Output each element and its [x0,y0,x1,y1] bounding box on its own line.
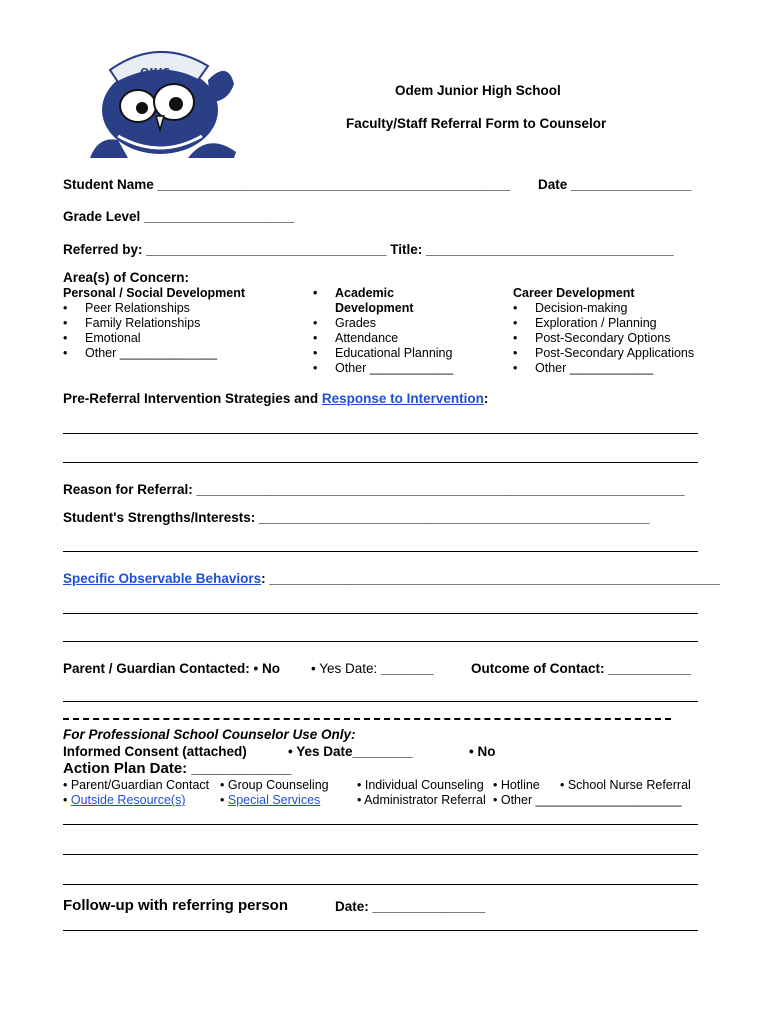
behaviors-field[interactable] [63,571,720,586]
outside-resources-link[interactable]: Outside Resource(s) [70,793,186,807]
yes-date-blank[interactable]: _______ [381,661,434,676]
concern-checkbox[interactable]: • Other ______________ [63,346,245,361]
rti-link[interactable]: Response to Intervention [321,391,484,406]
option-parent-contact[interactable]: • Parent/Guardian Contact [63,778,210,792]
academic-title: • Academic [313,286,453,301]
bullet: • [220,793,225,807]
owl-mascot-icon [78,40,244,162]
school-logo [78,40,244,162]
option-nurse-referral[interactable]: • School Nurse Referral [560,778,691,792]
answer-line[interactable] [63,884,698,885]
school-name: Odem Junior High School [395,83,561,98]
behaviors-link[interactable]: Specific Observable Behaviors [63,571,262,586]
answer-line[interactable] [63,462,698,463]
form-title: Faculty/Staff Referral Form to Counselor [346,116,607,131]
concern-checkbox[interactable]: • Educational Planning [313,346,453,361]
concerns-heading: Area(s) of Concern: [63,270,190,285]
personal-social-column [63,286,245,361]
pre-referral-colon: : [483,391,489,406]
outcome-field[interactable]: Outcome of Contact: ___________ [471,661,691,676]
reason-field[interactable]: Reason for Referral: _________________________________________________________________ [63,482,685,497]
student-name-field[interactable]: Student Name _______________________________________________ [63,177,511,192]
concern-checkbox[interactable]: • Exploration / Planning [513,316,694,331]
counselor-heading: For Professional School Counselor Use Only: [63,727,356,742]
logo-text: OJHS [140,66,171,79]
option-hotline[interactable]: • Hotline [493,778,540,792]
section-divider [63,718,671,720]
grade-level-field[interactable]: Grade Level ____________________ [63,209,295,224]
referred-by-field[interactable]: Referred by: ________________________________ Title: _________________________________ [63,242,674,257]
answer-line[interactable] [63,930,698,931]
followup-date-field[interactable]: Date: _______________ [335,899,486,914]
consent-label: Informed Consent (attached) [63,744,247,759]
concern-checkbox[interactable]: • Peer Relationships [63,301,245,316]
concern-checkbox[interactable]: • Other ____________ [513,361,694,376]
concern-checkbox[interactable]: • Other ____________ [313,361,453,376]
option-admin-referral[interactable]: • Administrator Referral [357,793,486,807]
behaviors-blank: : ____________________________________________________________ [261,571,720,586]
parent-yes-option[interactable] [311,661,434,676]
personal-social-title: Personal / Social Development [63,286,246,300]
special-services-link[interactable]: Special Services [227,793,321,807]
concern-checkbox[interactable]: • Grades [313,316,453,331]
academic-column [313,286,453,376]
action-plan-field[interactable]: Action Plan Date: ____________ [63,760,292,777]
option-other[interactable]: • Other _____________________ [493,793,682,807]
bullet: • [63,793,68,807]
followup-label: Follow-up with referring person [63,897,288,914]
parent-contact-row [63,661,280,676]
pre-referral-heading [63,391,488,406]
option-special-services[interactable] [220,793,320,807]
answer-line[interactable] [63,551,698,552]
answer-line[interactable] [63,701,698,702]
consent-no-option[interactable]: • No [469,744,496,759]
concern-checkbox[interactable]: • Emotional [63,331,245,346]
concern-checkbox[interactable]: • Attendance [313,331,453,346]
answer-line[interactable] [63,854,698,855]
date-field[interactable]: Date ________________ [538,177,692,192]
concern-checkbox[interactable]: • Post-Secondary Applications [513,346,694,361]
option-individual-counseling[interactable]: • Individual Counseling [357,778,484,792]
consent-yes-option[interactable]: • Yes Date________ [288,744,413,759]
concern-checkbox[interactable]: • Post-Secondary Options [513,331,694,346]
concern-checkbox[interactable]: • Decision-making [513,301,694,316]
career-column [513,286,694,376]
option-outside-resources[interactable] [63,793,186,807]
pre-referral-label: Pre-Referral Intervention Strategies and [63,391,322,406]
answer-line[interactable] [63,613,698,614]
option-group-counseling[interactable]: • Group Counseling [220,778,329,792]
strengths-field[interactable]: Student's Strengths/Interests: ____________________________________________________ [63,510,650,525]
answer-line[interactable] [63,824,698,825]
concern-checkbox[interactable]: • Family Relationships [63,316,245,331]
answer-line[interactable] [63,641,698,642]
yes-date-label: • Yes Date: [311,661,382,676]
academic-title-line2: Development [335,301,414,315]
parent-contacted-label[interactable]: Parent / Guardian Contacted: • No [63,661,281,676]
career-title: Career Development [513,286,635,300]
answer-line[interactable] [63,433,698,434]
